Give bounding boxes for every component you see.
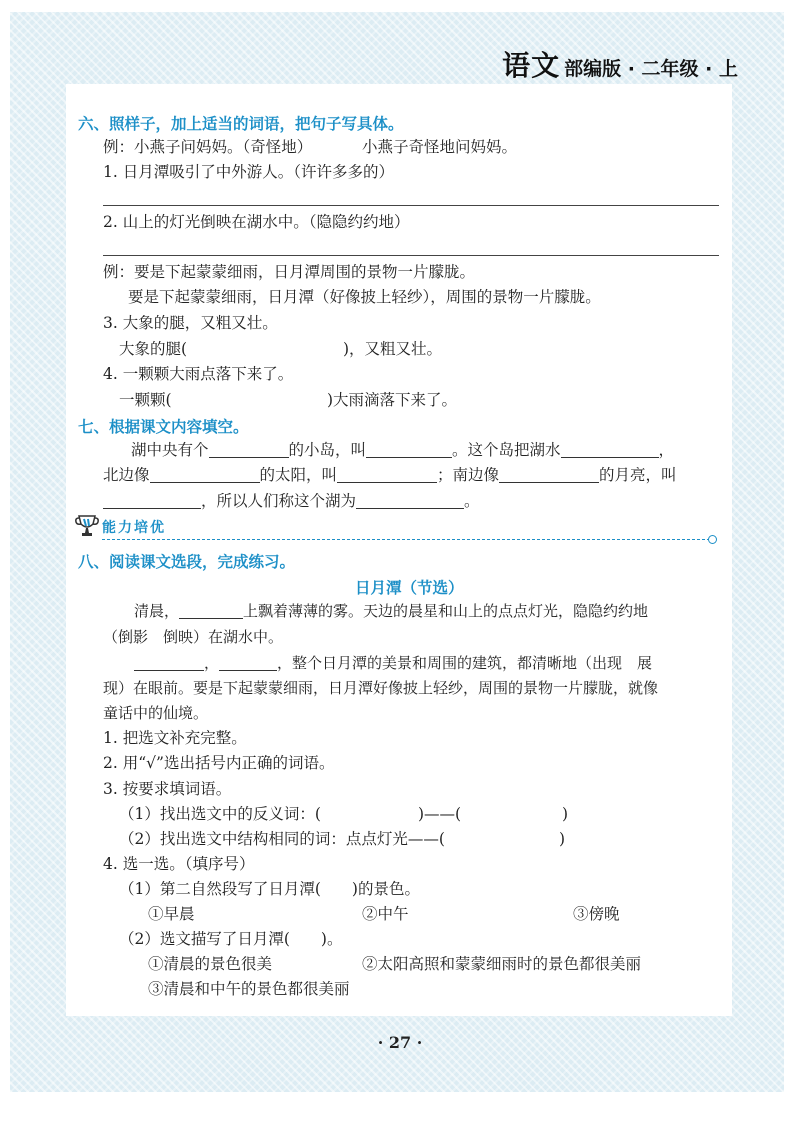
s7-l2-text-d: 的月亮，叫 bbox=[599, 466, 677, 484]
s7-blank-2[interactable] bbox=[366, 441, 452, 458]
p1-text-b: 上飘着薄薄的雾。天边的晨星和山上的点点灯光，隐隐约约地 bbox=[243, 602, 649, 620]
s7-blank-7[interactable] bbox=[103, 492, 201, 509]
badge-divider bbox=[102, 539, 710, 540]
s8-q4-1: （1）第二自然段写了日月潭( )的景色。 bbox=[119, 880, 420, 898]
s6-question-2: 2. 山上的灯光倒映在湖水中。（隐隐约约地） bbox=[103, 213, 410, 231]
s7-line-2 bbox=[103, 465, 677, 485]
s8-q3-2-close: ) bbox=[559, 830, 566, 848]
s7-line-3 bbox=[103, 491, 480, 511]
passage-blank-1[interactable] bbox=[179, 602, 243, 619]
s8-q4-2-option-3[interactable]: ③清晨和中午的景色都很美丽 bbox=[148, 980, 350, 998]
s7-l2-text-b: 的太阳，叫 bbox=[259, 466, 338, 484]
s7-blank-6[interactable] bbox=[499, 466, 599, 483]
edition-label: 部编版 · 二年级 · 上 bbox=[564, 58, 738, 80]
s7-blank-3[interactable] bbox=[561, 441, 659, 458]
passage-blank-2[interactable] bbox=[134, 654, 204, 671]
badge-divider-dot bbox=[708, 535, 717, 544]
ability-badge-label: 能力培优 bbox=[102, 520, 166, 536]
passage-p2-line3: 童话中的仙境。 bbox=[103, 704, 209, 722]
s8-question-4: 4. 选一选。（填序号） bbox=[103, 855, 255, 873]
s7-l1-text-c: 。这个岛把湖水 bbox=[452, 441, 561, 459]
page-header bbox=[502, 44, 738, 84]
s6-q4-fill-right: )大雨滴落下来了。 bbox=[327, 391, 458, 409]
passage-p2-line1 bbox=[134, 653, 652, 673]
s7-l2-text-a: 北边像 bbox=[103, 466, 150, 484]
s7-blank-8[interactable] bbox=[356, 492, 464, 509]
s8-question-2: 2. 用“√”选出括号内正确的词语。 bbox=[103, 754, 335, 772]
s8-q4-2-option-2[interactable]: ②太阳高照和蒙蒙细雨时的景色都很美丽 bbox=[362, 955, 642, 973]
s8-q3-2-prompt: （2）找出选文中结构相同的词：点点灯光——( bbox=[119, 830, 445, 848]
s6-answer-line-1[interactable] bbox=[103, 205, 719, 206]
s6-q3-fill-right: )，又粗又壮。 bbox=[343, 340, 443, 358]
s8-q4-1-option-1[interactable]: ①早晨 bbox=[148, 905, 195, 923]
p1-text-a: 清晨， bbox=[134, 602, 180, 620]
s7-l2-text-c: ；南边像 bbox=[437, 466, 500, 484]
s6-q3-fill-left: 大象的腿( bbox=[119, 340, 188, 358]
s8-question-3: 3. 按要求填词语。 bbox=[103, 780, 232, 798]
passage-title: 日月潭（节选） bbox=[355, 579, 464, 597]
s7-l1-text-d: ， bbox=[658, 441, 675, 459]
s8-q4-1-option-2[interactable]: ②中午 bbox=[362, 905, 409, 923]
s8-q3-1-close: ) bbox=[562, 805, 569, 823]
s8-q3-1-prompt: （1）找出选文中的反义词：( bbox=[119, 805, 321, 823]
section-6-heading: 六、照样子，加上适当的词语，把句子写具体。 bbox=[78, 115, 404, 133]
s8-q3-1-dash: )——( bbox=[418, 805, 462, 823]
s7-l1-text-b: 的小岛，叫 bbox=[288, 441, 367, 459]
passage-blank-3[interactable] bbox=[219, 654, 277, 671]
s7-l3-text-b: 。 bbox=[464, 492, 480, 510]
s7-l3-text-a: ，所以人们称这个湖为 bbox=[201, 492, 357, 510]
section-7-heading: 七、根据课文内容填空。 bbox=[78, 418, 249, 436]
s8-q4-2: （2）选文描写了日月潭( )。 bbox=[119, 930, 343, 948]
section-8-heading: 八、阅读课文选段，完成练习。 bbox=[78, 553, 296, 571]
passage-p1-line2: （倒影 倒映）在湖水中。 bbox=[103, 628, 284, 646]
s7-blank-4[interactable] bbox=[150, 466, 260, 483]
s7-line-1 bbox=[131, 440, 674, 460]
s6-question-1: 1. 日月潭吸引了中外游人。（许许多多的） bbox=[103, 163, 394, 181]
s7-blank-5[interactable] bbox=[337, 466, 437, 483]
subject-title: 语文 bbox=[502, 49, 561, 82]
s8-q4-2-option-1[interactable]: ①清晨的景色很美 bbox=[148, 955, 273, 973]
s8-question-1: 1. 把选文补充完整。 bbox=[103, 729, 247, 747]
s6-question-4: 4. 一颗颗大雨点落下来了。 bbox=[103, 365, 294, 383]
s6-answer-line-2[interactable] bbox=[103, 255, 719, 256]
page-number: · 27 · bbox=[377, 1033, 423, 1052]
p2-text-b: ，整个日月潭的美景和周围的建筑，都清晰地（出现 展 bbox=[277, 654, 653, 672]
passage-p1-line1 bbox=[134, 601, 648, 621]
s6-example2-prompt: 例：要是下起蒙蒙细雨，日月潭周围的景物一片朦胧。 bbox=[103, 263, 476, 281]
trophy-icon bbox=[74, 514, 100, 538]
s8-q4-1-option-3[interactable]: ③傍晚 bbox=[573, 905, 620, 923]
s6-question-3: 3. 大象的腿，又粗又壮。 bbox=[103, 314, 278, 332]
s6-example1-answer: 小燕子奇怪地问妈妈。 bbox=[362, 138, 518, 156]
p2-text-a: ， bbox=[204, 654, 220, 672]
s7-blank-1[interactable] bbox=[209, 441, 289, 458]
s6-example1-prompt: 例：小燕子问妈妈。（奇怪地） bbox=[103, 138, 313, 156]
s6-example2-answer: 要是下起蒙蒙细雨，日月潭（好像披上轻纱），周围的景物一片朦胧。 bbox=[128, 288, 601, 306]
s7-l1-text-a: 湖中央有个 bbox=[131, 441, 209, 459]
passage-p2-line2: 现）在眼前。要是下起蒙蒙细雨，日月潭好像披上轻纱，周围的景物一片朦胧，就像 bbox=[103, 679, 659, 697]
s6-q4-fill-left: 一颗颗( bbox=[119, 391, 172, 409]
